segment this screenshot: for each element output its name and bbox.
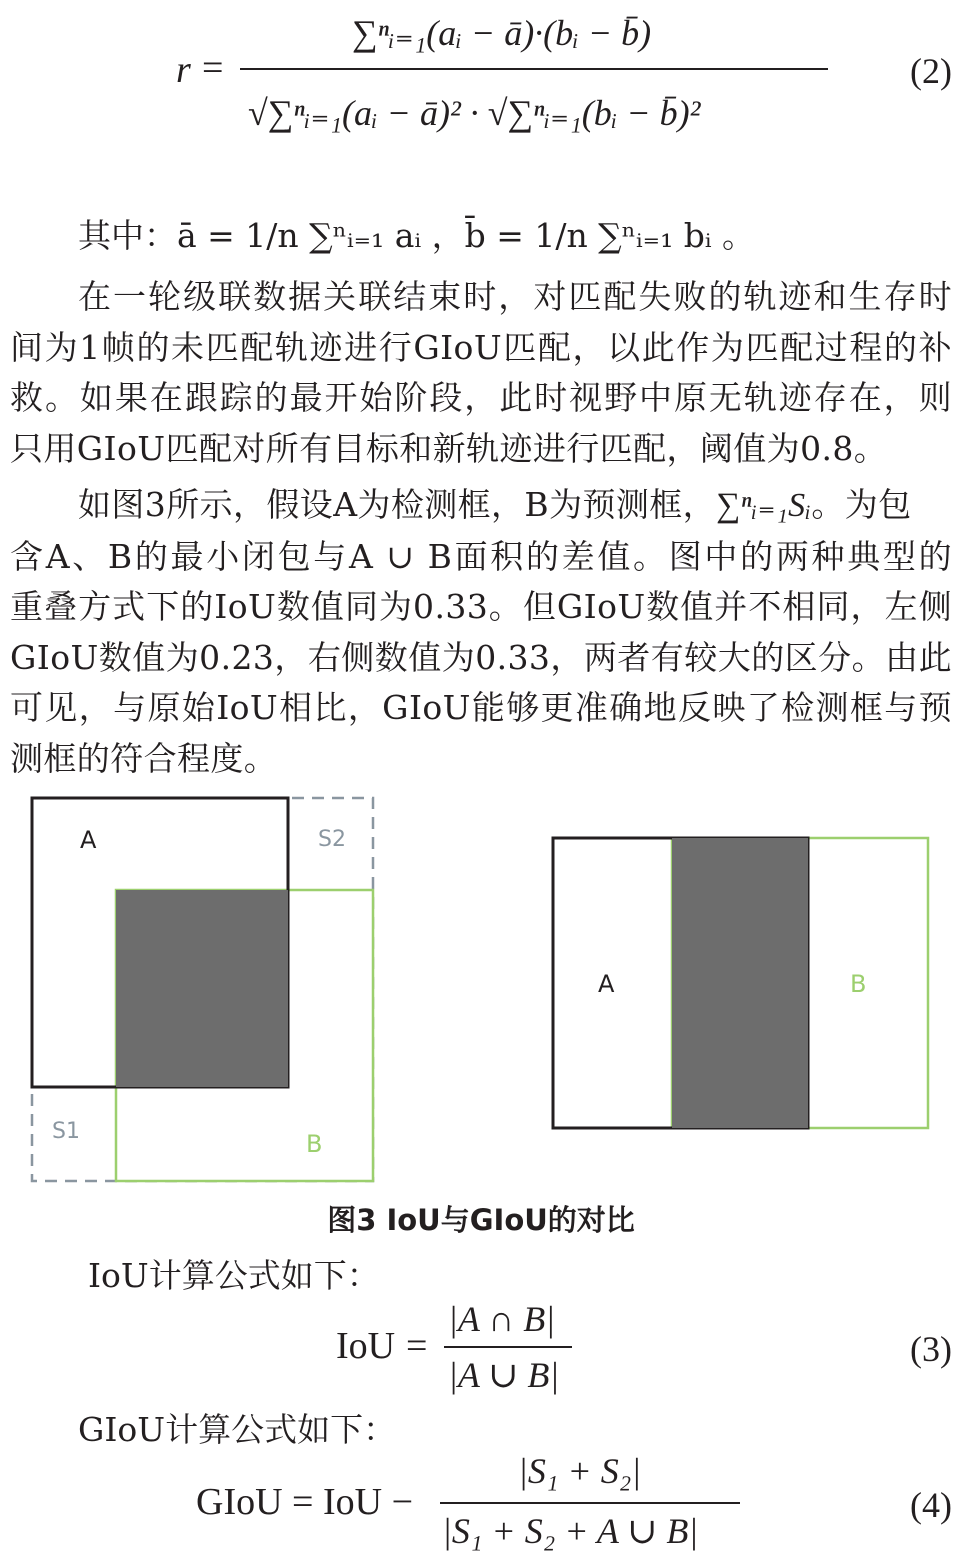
label-a-right: A bbox=[598, 970, 615, 998]
where-definition: 其中：ā = 1/n ∑ⁿᵢ₌₁ aᵢ ，b̄ = 1/n ∑ⁿᵢ₌₁ bᵢ 。 bbox=[78, 216, 756, 255]
figure-left-general-overlap bbox=[32, 798, 373, 1181]
overlap-left bbox=[116, 890, 288, 1087]
paragraph-2-line1-post: 。为包 bbox=[811, 485, 912, 524]
eq3-equals: = bbox=[406, 1325, 428, 1367]
paragraph-2-sum: ∑ⁿᵢ₌₁Sᵢ bbox=[716, 487, 812, 524]
label-a-left: A bbox=[80, 826, 97, 854]
paragraph-1-line: 只用GIoU匹配对所有目标和新轨迹进行匹配，阈值为0.8。 bbox=[10, 428, 888, 468]
label-b-right: B bbox=[850, 970, 867, 998]
eq4-denominator: |S₁ + S₂ + A ∪ B| bbox=[442, 1511, 699, 1551]
paragraph-2-first-line bbox=[10, 480, 952, 532]
label-s1: S1 bbox=[52, 1119, 80, 1144]
paragraph-1 bbox=[10, 272, 952, 474]
eq4-fraction-bar bbox=[440, 1502, 740, 1504]
eq2-equals: = bbox=[202, 47, 224, 89]
eq4-lhs: GIoU = IoU − bbox=[196, 1481, 413, 1523]
eq4-number: (4) bbox=[910, 1485, 952, 1525]
paragraph-1-line: 间为1帧的未匹配轨迹进行GIoU匹配，以此作为匹配过程的补 bbox=[10, 327, 952, 367]
eq2-lhs: r bbox=[176, 49, 191, 91]
paragraph-2-line1-pre: 如图3所示，假设A为检测框，B为预测框， bbox=[78, 485, 717, 524]
giou-intro: GIoU计算公式如下： bbox=[78, 1410, 397, 1449]
eq3-fraction-bar bbox=[444, 1346, 572, 1348]
eq3-denominator: |A ∪ B| bbox=[448, 1355, 560, 1395]
figure-3-caption: 图3 IoU与GIoU的对比 bbox=[327, 1203, 635, 1237]
figure-right-side-overlap bbox=[553, 838, 928, 1128]
eq2-number: (2) bbox=[910, 51, 952, 91]
eq3-number: (3) bbox=[910, 1329, 952, 1369]
figure-3 bbox=[0, 790, 962, 1190]
paragraph-2 bbox=[10, 480, 952, 784]
paragraph-2-line: GIoU数值为0.23，右侧数值为0.33，两者有较大的区分。由此 bbox=[10, 637, 952, 677]
iou-intro: IoU计算公式如下： bbox=[88, 1256, 380, 1295]
eq2-numerator: ∑ⁿᵢ₌₁(aᵢ − ā)·(bᵢ − b̄) bbox=[352, 13, 652, 53]
eq3-numerator: |A ∩ B| bbox=[448, 1299, 556, 1339]
paragraph-2-line: 可见，与原始IoU相比，GIoU能够更准确地反映了检测框与预 bbox=[10, 688, 952, 727]
paragraph-2-line: 含A、B的最小闭包与A ∪ B面积的差值。图中的两种典型的 bbox=[10, 536, 952, 576]
overlap-right bbox=[672, 838, 808, 1128]
eq2-fraction-bar bbox=[240, 68, 828, 70]
paragraph-2-line: 重叠方式下的IoU数值同为0.33。但GIoU数值并不相同，左侧 bbox=[10, 587, 952, 626]
eq3-lhs: IoU bbox=[336, 1325, 396, 1367]
paragraph-1-line: 在一轮级联数据关联结束时，对匹配失败的轨迹和生存时 bbox=[78, 277, 952, 316]
paragraph-2-line: 测框的符合程度。 bbox=[10, 738, 278, 778]
eq2-denominator: √∑ⁿᵢ₌₁(aᵢ − ā)² · √∑ⁿᵢ₌₁(bᵢ − b̄)² bbox=[248, 93, 701, 133]
label-s2: S2 bbox=[318, 827, 346, 852]
paragraph-1-line: 救。如果在跟踪的最开始阶段，此时视野中原无轨迹存在，则 bbox=[10, 378, 952, 417]
label-b-left: B bbox=[306, 1130, 323, 1158]
eq4-numerator: |S₁ + S₂| bbox=[518, 1451, 642, 1491]
